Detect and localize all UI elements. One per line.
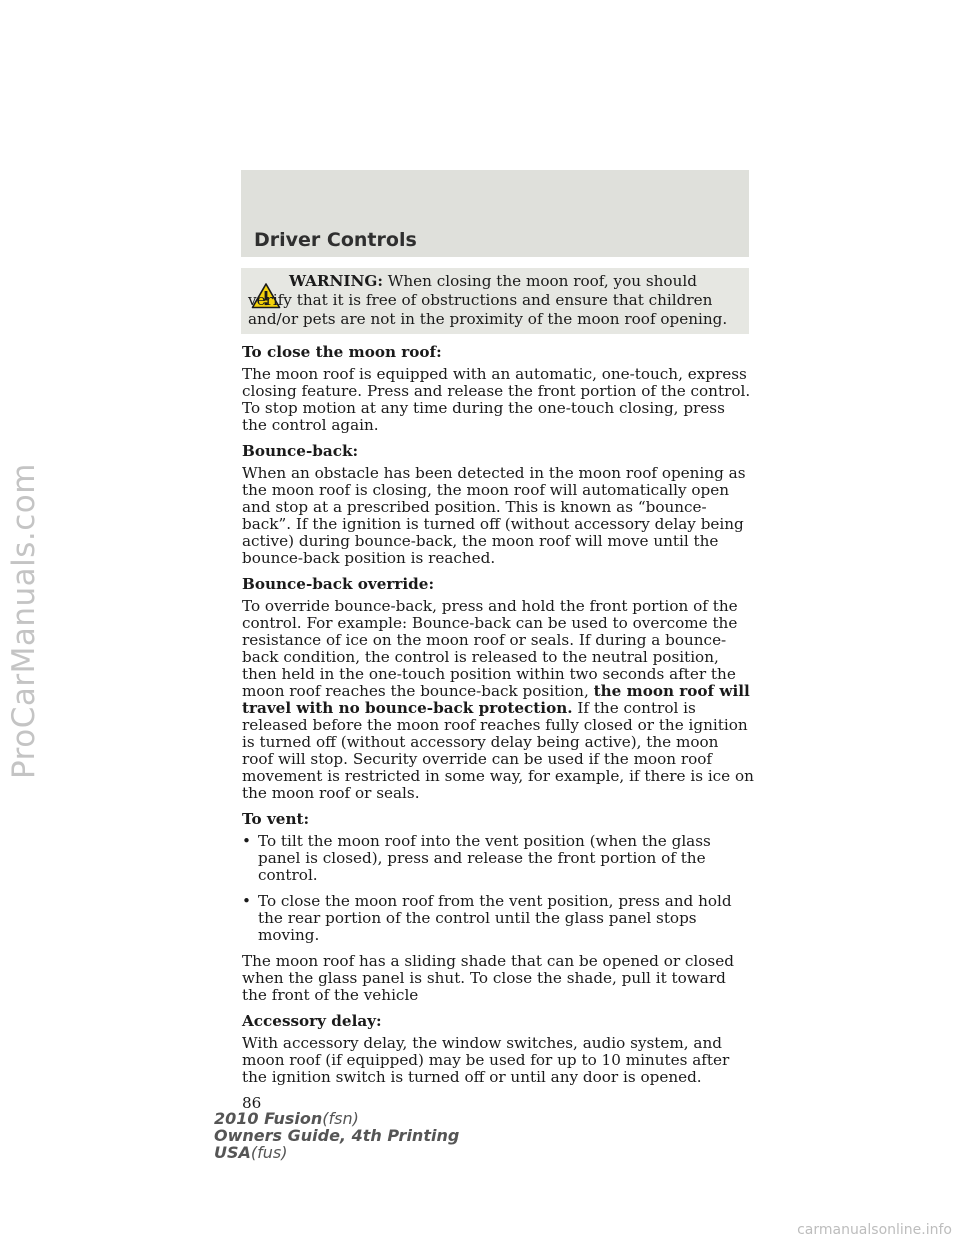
bullet-icon: • — [242, 832, 251, 850]
bounce-paragraph: When an obstacle has been detected in the moon roof opening as the moon roof is closing, the moon roof will automatically open and stop at a prescribed position. This is known as “bounce-back”. If the ignition is turned off (without accessory delay being active) during bounce-back, the moon roof will move until the bounce-back position is reached. — [242, 464, 746, 567]
footer-model-code: (fsn) — [322, 1109, 359, 1128]
side-watermark — [4, 0, 44, 1242]
bounce-heading: Bounce-back: — [242, 442, 359, 460]
footer-line-3 — [214, 1144, 459, 1161]
warning-box — [241, 268, 749, 334]
override-paragraph — [242, 598, 754, 802]
list-item — [242, 893, 754, 944]
page-number: 86 — [242, 1094, 262, 1112]
list-item-text: To tilt the moon roof into the vent position (when the glass panel is closed), press and release the front portion of the control. — [258, 832, 711, 884]
footer-market: USA — [214, 1143, 251, 1162]
list-item — [242, 833, 754, 884]
override-heading: Bounce-back override: — [242, 575, 435, 593]
warning-text — [248, 272, 742, 329]
footer-line-1 — [214, 1110, 459, 1127]
footer — [214, 1110, 459, 1161]
accessory-paragraph: With accessory delay, the window switches, audio system, and moon roof (if equipped) may be used for up to 10 minutes after the ignition switch is turned off or until any door is opened. — [242, 1034, 730, 1086]
list-item-text: To close the moon roof from the vent position, press and hold the rear portion of the control until the glass panel stops moving. — [258, 892, 732, 944]
accessory-heading: Accessory delay: — [242, 1012, 382, 1030]
warning-body: When closing the moon roof, you should verify that it is free of obstructions and ensure that children and/or pets are not in the proximity of the moon roof opening. — [248, 272, 728, 328]
warning-label: WARNING: — [289, 272, 383, 290]
footer-guide: Owners Guide, 4th Printing — [214, 1126, 460, 1145]
override-text-2: If the control is released before the moon roof reaches fully closed or the ignition is turned off (without accessory delay being active), the moon roof will stop. Security override can be used if the moon roof movement is restricted in some way, for example, if there is ice on the moon roof or seals. — [242, 699, 754, 802]
section-title: Driver Controls — [254, 229, 417, 251]
footer-market-code: (fus) — [250, 1143, 288, 1162]
close-paragraph: The moon roof is equipped with an automatic, one-touch, express closing feature. Press and release the front portion of the control. To stop motion at any time during the one-touch closing, press the control again. — [242, 365, 751, 434]
vent-list — [242, 833, 754, 944]
page-content — [242, 344, 754, 1112]
footer-model: 2010 Fusion — [214, 1109, 323, 1128]
section-header — [241, 170, 749, 257]
bottom-watermark: carmanualsonline.info — [797, 1222, 952, 1238]
shade-paragraph: The moon roof has a sliding shade that can be opened or closed when the glass panel is shut. To close the shade, pull it toward the front of the vehicle — [242, 952, 734, 1004]
close-heading: To close the moon roof: — [242, 343, 442, 361]
override-text-1: To override bounce-back, press and hold the front portion of the control. For example: Bounce-back can be used to overcome the resistance of ice on the moon roof or seals. If during a bounce-back condition, the control is released to the neutral position, then held in the one-touch position within two seconds after the moon roof reaches the bounce-back position, — [242, 597, 738, 700]
footer-line-2 — [214, 1127, 459, 1144]
side-watermark-text: ProCarManuals.com — [6, 463, 42, 779]
override-bold-text: the moon roof will travel with no bounce-back protection. — [242, 682, 750, 717]
vent-heading: To vent: — [242, 810, 310, 828]
bullet-icon: • — [242, 892, 251, 910]
